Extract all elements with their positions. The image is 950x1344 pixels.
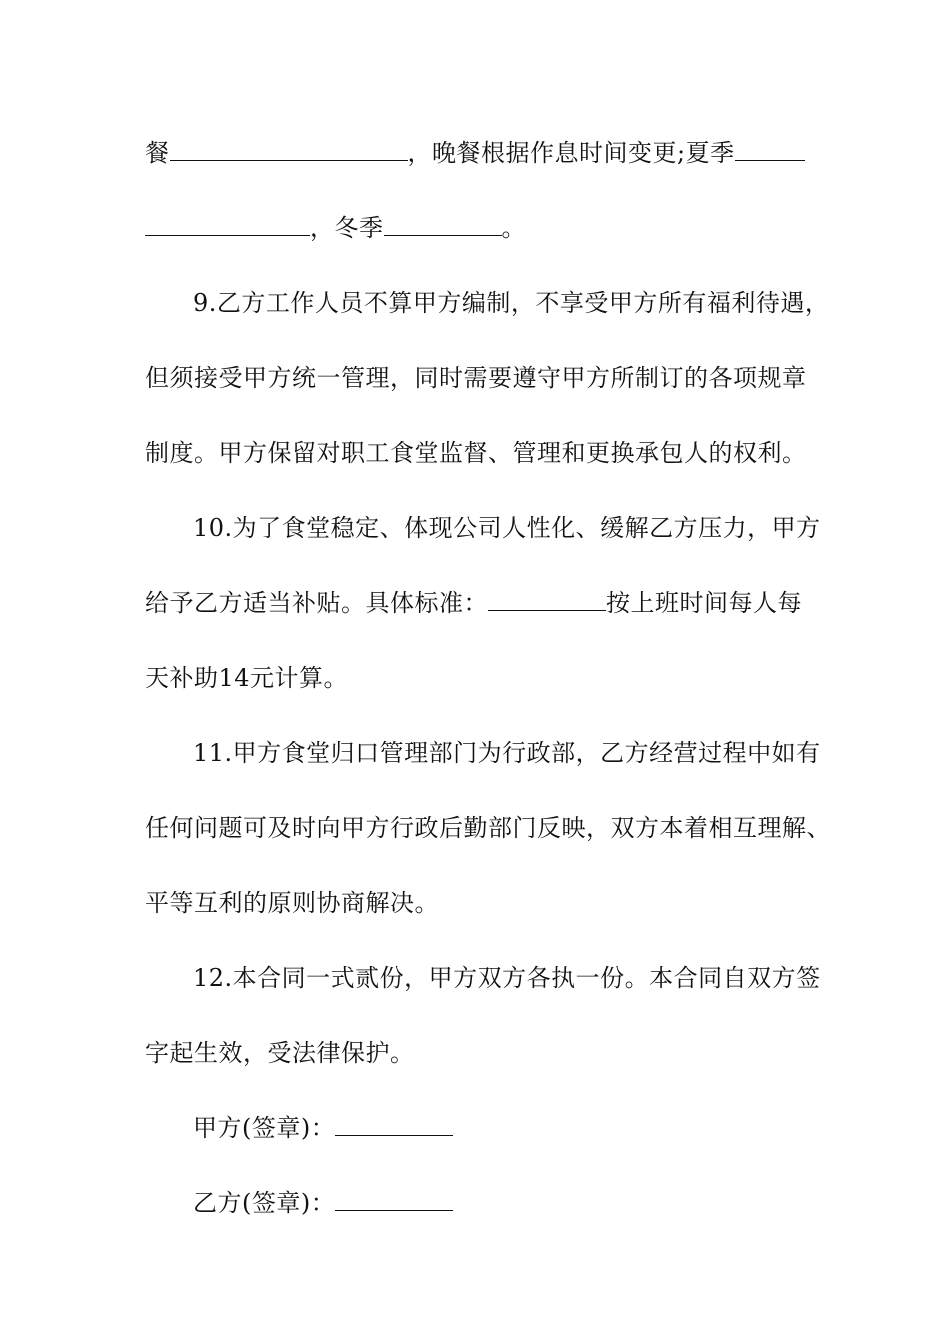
clause-10-line-2	[145, 588, 802, 618]
text-segment: 。	[501, 214, 526, 242]
clause-9-line-1: 9.乙方工作人员不算甲方编制，不享受甲方所有福利待遇，	[193, 289, 830, 317]
text-segment: 给予乙方适当补贴。具体标准：	[145, 589, 488, 617]
clause-12-line-2: 字起生效，受法律保护。	[145, 1039, 415, 1067]
signature-line-party-b	[193, 1188, 453, 1218]
fill-blank-standard	[488, 588, 606, 611]
clause-12-line-1: 12.本合同一式贰份，甲方双方各执一份。本合同自双方签	[193, 964, 821, 992]
fill-blank-lunch	[170, 138, 408, 161]
text-segment: ，冬季	[310, 214, 384, 242]
text-segment: ，晚餐根据作息时间变更;夏季	[407, 139, 735, 167]
clause-11-line-1: 11.甲方食堂归口管理部门为行政部，乙方经营过程中如有	[193, 739, 821, 767]
text-segment: 按上班时间每人每	[606, 589, 802, 617]
signature-label-party-a: 甲方(签章)：	[193, 1114, 336, 1142]
text-line-meal-time	[145, 138, 805, 168]
signature-blank-party-b	[335, 1188, 453, 1211]
clause-11-line-3: 平等互利的原则协商解决。	[145, 889, 439, 917]
clause-9-line-2: 但须接受甲方统一管理，同时需要遵守甲方所制订的各项规章	[145, 364, 807, 392]
text-line-season	[145, 213, 526, 243]
clause-10-line-1: 10.为了食堂稳定、体现公司人性化、缓解乙方压力，甲方	[193, 514, 821, 542]
fill-blank-winter	[384, 213, 502, 236]
text-segment: 餐	[145, 139, 170, 167]
fill-blank-summer	[735, 138, 805, 161]
signature-label-party-b: 乙方(签章)：	[193, 1189, 336, 1217]
signature-line-party-a	[193, 1113, 453, 1143]
clause-11-line-2: 任何问题可及时向甲方行政后勤部门反映，双方本着相互理解、	[145, 814, 831, 842]
signature-blank-party-a	[335, 1113, 453, 1136]
clause-10-line-3: 天补助14元计算。	[145, 664, 349, 692]
fill-blank-summer-cont	[145, 213, 310, 236]
clause-9-line-3: 制度。甲方保留对职工食堂监督、管理和更换承包人的权利。	[145, 439, 807, 467]
